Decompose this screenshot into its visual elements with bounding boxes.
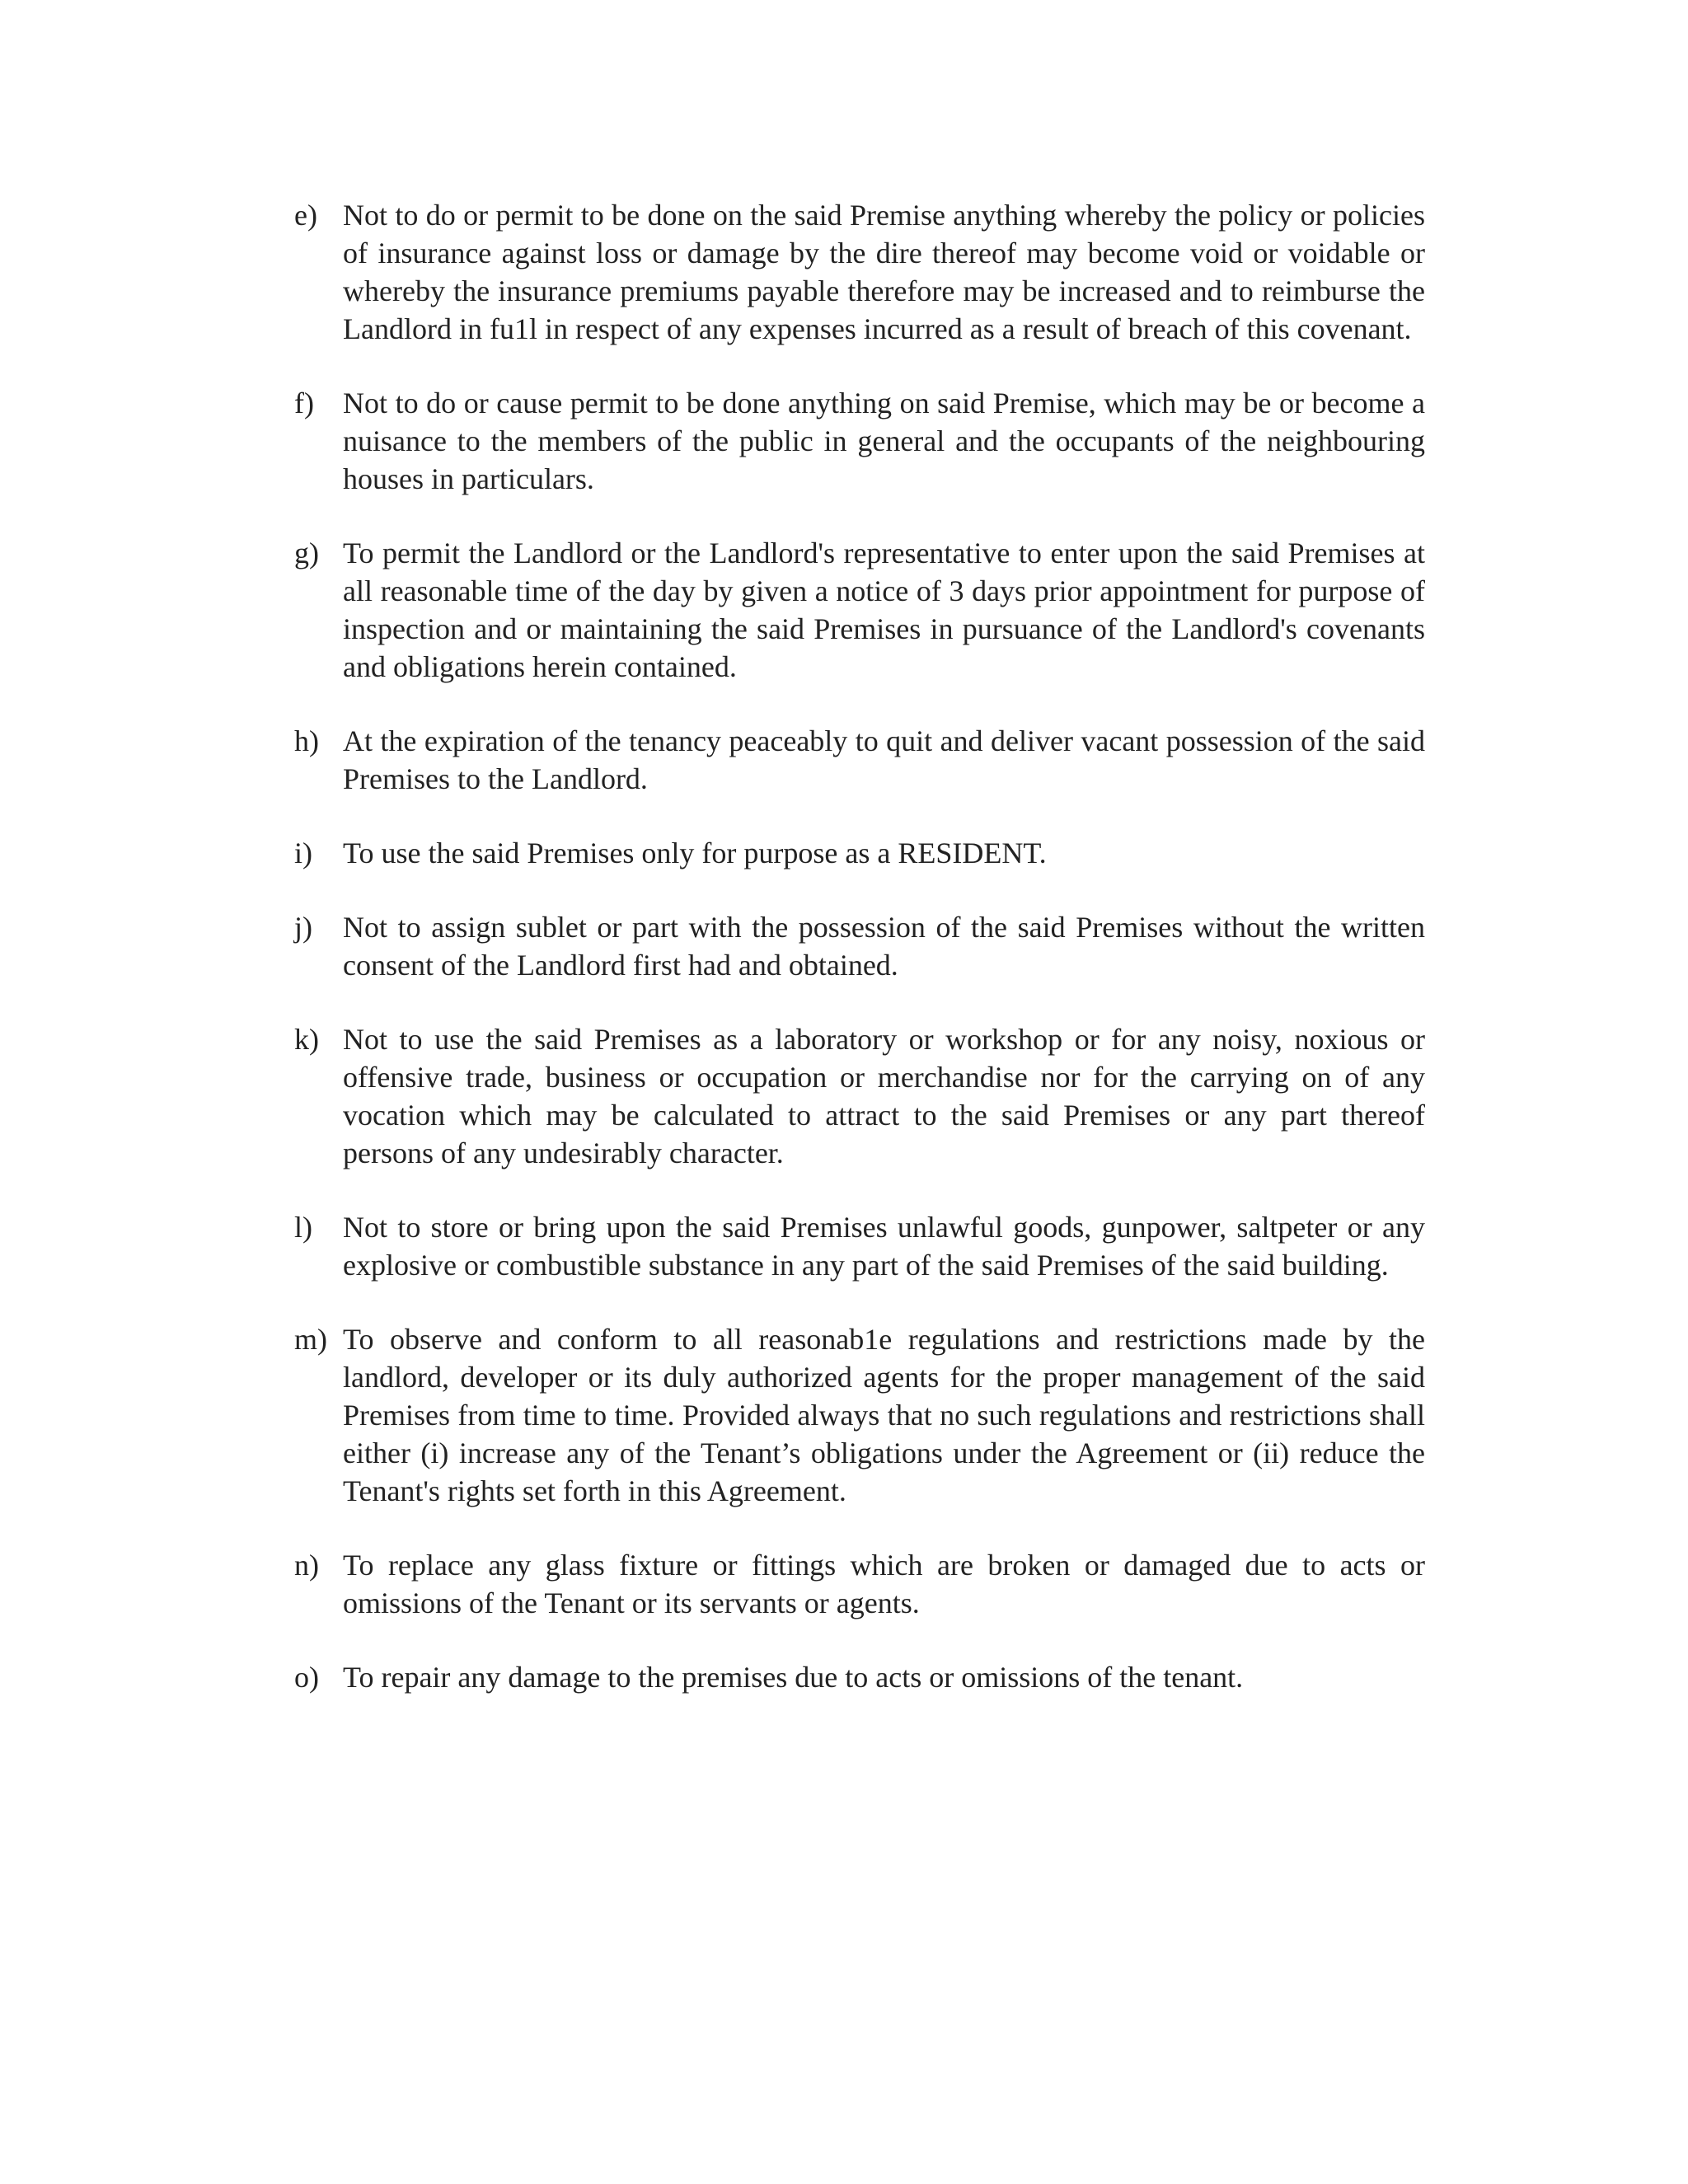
clause-e xyxy=(294,196,1425,348)
clause-label: h) xyxy=(294,724,319,757)
clause-o xyxy=(294,1658,1425,1696)
clause-f xyxy=(294,384,1425,498)
clause-text: To permit the Landlord or the Landlord's representative to enter upon the said Premises at all reasonable time of the day by given a notice of 3 days prior appointment for purpose of inspection and or maintaining the said Premises in pursuance of the Landlord's covenants and obligations herein contained. xyxy=(343,537,1425,683)
clause-label: i) xyxy=(294,837,312,869)
clause-label: e) xyxy=(294,199,317,232)
clause-g xyxy=(294,534,1425,686)
clause-n xyxy=(294,1546,1425,1622)
tenant-covenants-list xyxy=(294,196,1425,1732)
clause-label: m) xyxy=(294,1323,327,1356)
clause-label: k) xyxy=(294,1023,319,1056)
clause-label: g) xyxy=(294,537,319,569)
clause-text: Not to store or bring upon the said Premises unlawful goods, gunpower, saltpeter or any explosive or combustible substance in any part of the said Premises of the said building. xyxy=(343,1211,1425,1282)
clause-label: f) xyxy=(294,387,314,419)
clause-text: To replace any glass fixture or fittings which are broken or damaged due to acts or omissions of the Tenant or its servants or agents. xyxy=(343,1549,1425,1619)
clause-text: Not to do or cause permit to be done anything on said Premise, which may be or become a nuisance to the members of the public in general and the occupants of the neighbouring houses in particulars. xyxy=(343,387,1425,495)
clause-text: To use the said Premises only for purpose as a RESIDENT. xyxy=(343,837,1047,869)
clause-text: Not to assign sublet or part with the possession of the said Premises without the written consent of the Landlord first had and obtained. xyxy=(343,911,1425,982)
clause-label: l) xyxy=(294,1211,312,1244)
clause-text: To observe and conform to all reasonab1e regulations and restrictions made by the landlord, developer or its duly authorized agents for the proper management of the said Premises from time to time. Provided always that no such regulations and restrictions shall either (i) increase any of the Tenant’s obligations under the Agreement or (ii) reduce the Tenant's rights set forth in this Agreement. xyxy=(343,1323,1425,1507)
clause-label: j) xyxy=(294,911,312,944)
clause-j xyxy=(294,908,1425,984)
clause-l xyxy=(294,1208,1425,1284)
clause-text: Not to use the said Premises as a laboratory or workshop or for any noisy, noxious or offensive trade, business or occupation or merchandise nor for the carrying on of any vocation which may be calculated to attract to the said Premises or any part thereof persons of any undesirably character. xyxy=(343,1023,1425,1169)
clause-m xyxy=(294,1320,1425,1510)
clause-h xyxy=(294,722,1425,798)
clause-i xyxy=(294,834,1425,872)
clause-text: To repair any damage to the premises due to acts or omissions of the tenant. xyxy=(343,1661,1244,1694)
clause-label: n) xyxy=(294,1549,319,1582)
clause-text: At the expiration of the tenancy peaceably to quit and deliver vacant possession of the said Premises to the Landlord. xyxy=(343,724,1425,795)
clause-text: Not to do or permit to be done on the said Premise anything whereby the policy or policies of insurance against loss or damage by the dire thereof may become void or voidable or whereby the insurance premiums payable therefore may be increased and to reimburse the Landlord in fu1l in respect of any expenses incurred as a result of breach of this covenant. xyxy=(343,199,1425,345)
clause-label: o) xyxy=(294,1661,319,1694)
clause-k xyxy=(294,1020,1425,1172)
